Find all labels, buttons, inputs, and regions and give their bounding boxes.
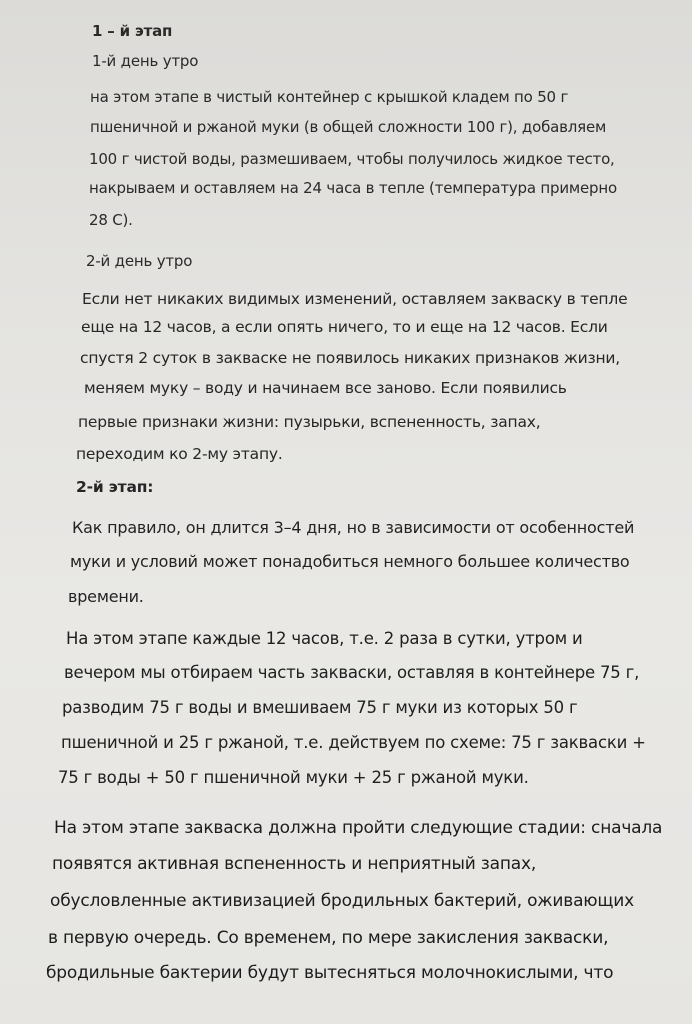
- paragraph-line: переходим ко 2-му этапу.: [76, 445, 283, 463]
- paragraph-line: разводим 75 г воды и вмешиваем 75 г муки из которых 50 г: [62, 698, 578, 717]
- stage2-heading: 2-й этап:: [76, 478, 154, 496]
- paragraph-line: в первую очередь. Со временем, по мере закисления закваски,: [48, 928, 609, 948]
- paragraph-line: на этом этапе в чистый контейнер с крышкой кладем по 50 г: [90, 88, 569, 106]
- paragraph-line: Как правило, он длится 3–4 дня, но в зависимости от особенностей: [72, 518, 635, 537]
- paragraph-line: меняем муку – воду и начинаем все заново. Если появились: [84, 379, 567, 397]
- paragraph-line: 75 г воды + 50 г пшеничной муки + 25 г ржаной муки.: [58, 768, 529, 787]
- day2-subheading: 2-й день утро: [86, 252, 193, 270]
- paragraph-line: На этом этапе каждые 12 часов, т.е. 2 раза в сутки, утром и: [66, 629, 583, 648]
- paragraph-line: вечером мы отбираем часть закваски, оставляя в контейнере 75 г,: [64, 663, 640, 682]
- paragraph-line: еще на 12 часов, а если опять ничего, то и еще на 12 часов. Если: [81, 318, 608, 336]
- paragraph-line: 28 С).: [89, 211, 133, 229]
- paragraph-line: первые признаки жизни: пузырьки, вспененность, запах,: [78, 413, 541, 431]
- paragraph-line: муки и условий может понадобиться немного большее количество: [70, 552, 630, 571]
- paragraph-line: пшеничной и ржаной муки (в общей сложности 100 г), добавляем: [90, 118, 607, 136]
- paragraph-line: На этом этапе закваска должна пройти следующие стадии: сначала: [54, 818, 663, 838]
- paragraph-line: 100 г чистой воды, размешиваем, чтобы получилось жидкое тесто,: [89, 150, 615, 168]
- paragraph-line: времени.: [68, 587, 144, 606]
- paragraph-line: обусловленные активизацией бродильных бактерий, оживающих: [50, 891, 634, 911]
- paragraph-line: Если нет никаких видимых изменений, оставляем закваску в тепле: [82, 290, 628, 308]
- paragraph-line: появятся активная вспененность и неприятный запах,: [52, 854, 537, 874]
- paragraph-line: бродильные бактерии будут вытесняться молочнокислыми, что: [46, 963, 614, 983]
- paragraph-line: пшеничной и 25 г ржаной, т.е. действуем по схеме: 75 г закваски +: [61, 733, 646, 752]
- stage1-heading: 1 – й этап: [92, 22, 173, 40]
- paragraph-line: накрываем и оставляем на 24 часа в тепле (температура примерно: [89, 179, 617, 197]
- day1-subheading: 1-й день утро: [92, 52, 199, 70]
- paragraph-line: спустя 2 суток в закваске не появилось никаких признаков жизни,: [80, 349, 621, 367]
